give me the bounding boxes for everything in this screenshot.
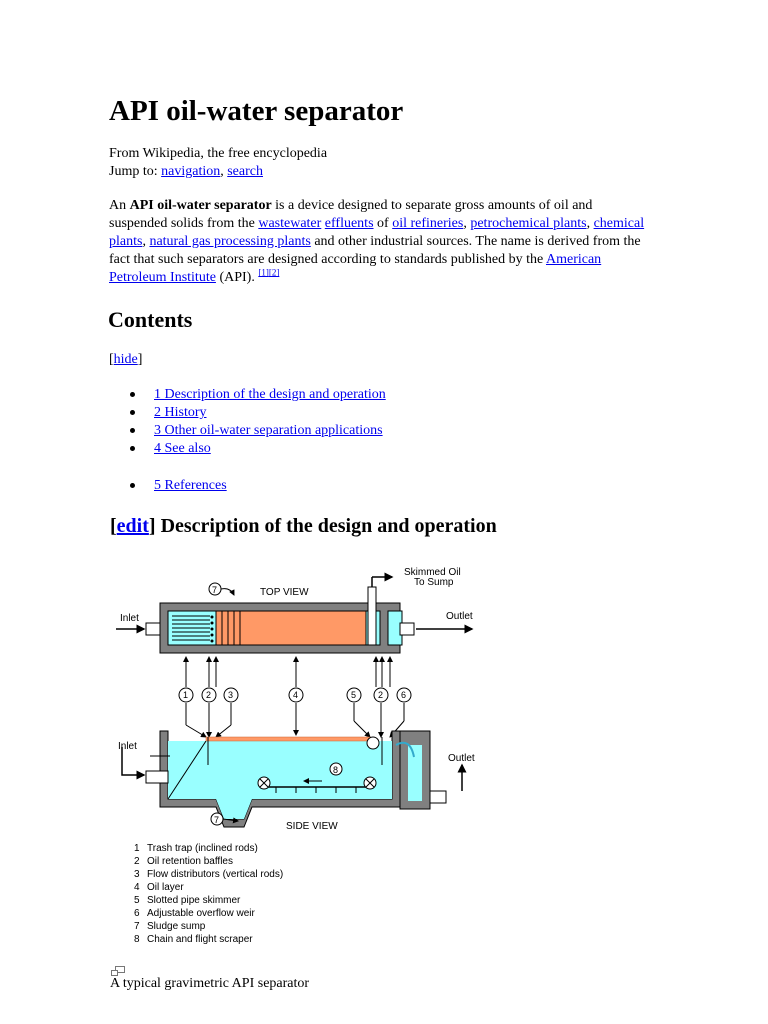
top-outlet-pipe [400,623,414,635]
intro-text-5: (API). [215,270,259,285]
tagline: From Wikipedia, the free encyclopedia [109,146,328,161]
side-outlet-water [408,745,422,801]
side-oil-layer [206,737,370,741]
jump-navigation-link[interactable]: navigation [161,164,221,179]
link-effluents[interactable]: effluents [324,216,374,231]
callout-num: 6 [401,690,407,700]
jump-search-link[interactable]: search [227,164,263,179]
callout-num: 7 [212,585,218,595]
legend-text: Chain and flight scraper [147,934,253,945]
ref-link-2[interactable]: [2] [268,267,280,278]
to-sump-label: To Sump [414,577,454,588]
side-inlet-label: Inlet [118,741,137,752]
legend-text: Trash trap (inclined rods) [147,843,258,854]
callout-num: 8 [333,765,339,775]
intro-term: API oil-water separator [129,198,272,213]
skimmer-pipe [368,587,376,645]
legend-num: 7 [134,921,140,932]
top-inlet-pipe [146,623,160,635]
callout-num: 1 [183,690,189,700]
toc-link-1[interactable]: 1 Description of the design and operation [154,387,386,402]
legend-text: Adjustable overflow weir [147,908,255,919]
link-api[interactable]: American Petroleum Institute [109,252,602,285]
intro-text-3: of [373,216,393,231]
callout-num: 2 [378,690,384,700]
link-natural-gas-plants[interactable]: natural gas processing plants [149,234,311,249]
top-view [116,567,473,653]
figure-caption: A typical gravimetric API separator [110,976,310,991]
intro-text-1: An [109,198,130,213]
legend-num: 8 [134,934,140,945]
jump-to: Jump to: navigation, search [109,164,263,179]
legend-text: Slotted pipe skimmer [147,895,241,906]
toc-hide-link[interactable]: hide [113,352,138,367]
bullet-icon [130,428,135,433]
top-outlet-label: Outlet [446,611,473,622]
separator-diagram[interactable] [110,561,480,953]
toc-link-3[interactable]: 3 Other oil-water separation applications [154,423,383,438]
toc-toggle: [hide] [109,352,143,367]
article-meta [109,145,327,181]
top-inlet-label: Inlet [120,613,139,624]
intro-text-2: is a device designed to separate gross amounts of oil and suspended solids from the [109,198,593,231]
top-oil-layer [216,611,366,645]
ref-link-1[interactable]: [1] [258,267,269,278]
top-view-label: TOP VIEW [260,587,309,598]
link-wastewater[interactable]: wastewater [258,216,322,231]
link-petrochemical-plants[interactable]: petrochemical plants [470,216,587,231]
legend-text: Oil layer [147,882,184,893]
bullet-icon [130,410,135,415]
callout-num: 2 [206,690,212,700]
side-view [118,731,475,832]
side-inlet-pipe [146,771,168,783]
side-outlet-label: Outlet [448,753,475,764]
page-title: API oil-water separator [109,95,404,127]
link-oil-refineries[interactable]: oil refineries [392,216,464,231]
legend-num: 6 [134,908,140,919]
legend-num: 1 [134,843,140,854]
skimmed-oil-label: Skimmed Oil [404,567,461,578]
toc-link-2[interactable]: 2 History [154,405,207,420]
bullet-icon [130,446,135,451]
toc-link-5[interactable]: 5 References [154,478,227,493]
legend-num: 4 [134,882,140,893]
legend-num: 5 [134,895,140,906]
figure-legend [134,843,283,945]
callout-num: 7 [214,815,220,825]
callout-num: 3 [228,690,234,700]
legend-num: 3 [134,869,140,880]
trash-trap-rods [172,616,210,640]
section-title: Description of the design and operation [160,515,497,537]
bullet-icon [130,392,135,397]
toc-link-4[interactable]: 4 See also [154,441,211,456]
edit-link[interactable]: edit [116,515,149,537]
callout-num: 5 [351,690,357,700]
side-outlet-pipe [430,791,446,803]
toc-heading: Contents [108,307,193,332]
legend-text: Oil retention baffles [147,856,233,867]
intro-text-4: and other industrial sources. The name is derived from the fact that such separators are designed according to standards published by the [109,234,641,267]
link-chemical-plants[interactable]: chemical plants [109,216,645,249]
callout-num: 4 [293,690,299,700]
side-view-label: SIDE VIEW [286,821,338,832]
intro-paragraph: An API oil-water separator is a device designed to separate gross amounts of oil and suspended solids from the wastewater effluents of oil refineries, petrochemical plants, chemical plants, natural gas processing plants and other industrial sources. The name is derived from the fact that such separators are designed according to standards published by the American Petroleum Institute (API). [1][2] [109,198,645,285]
slotted-pipe-skimmer [367,737,379,749]
callout-pointer [221,589,234,595]
legend-num: 2 [134,856,140,867]
bullet-icon [130,483,135,488]
section-heading: [edit] Description of the design and operation [110,515,497,537]
legend-text: Sludge sump [147,921,206,932]
legend-text: Flow distributors (vertical rods) [147,869,284,880]
jump-to-label: Jump to: [109,164,158,179]
